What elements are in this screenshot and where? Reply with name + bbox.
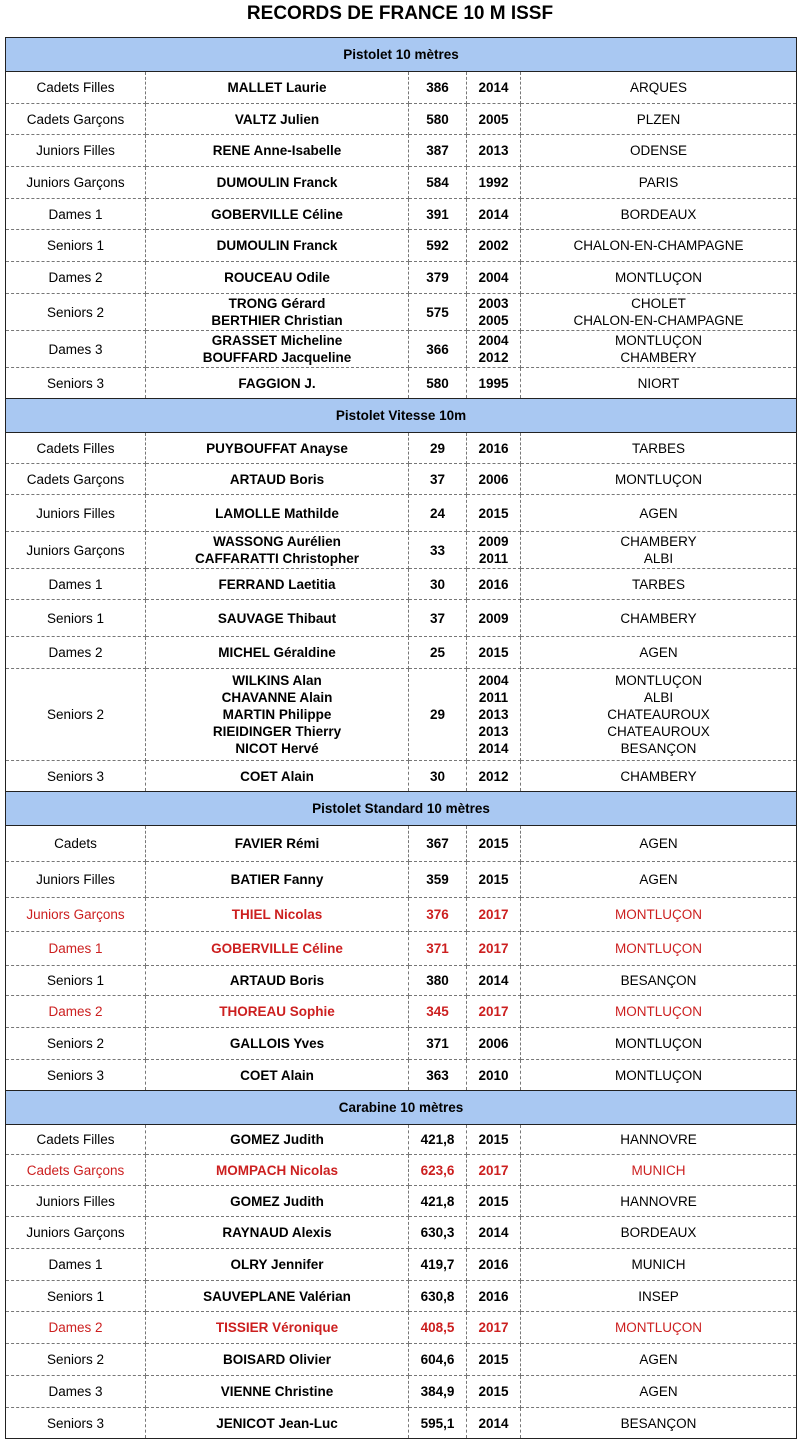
- record-row: [6, 569, 797, 600]
- record-row: [6, 199, 797, 230]
- athlete-name-cell: RENE Anne-Isabelle: [146, 135, 409, 167]
- location-cell: ODENSE: [521, 135, 797, 167]
- section-header: [6, 38, 797, 72]
- athlete-name-cell: COET Alain: [146, 761, 409, 792]
- athlete-name-cell: PUYBOUFFAT Anayse: [146, 433, 409, 464]
- year-cell: 2016: [467, 433, 521, 464]
- category-cell: Cadets Garçons: [6, 104, 146, 135]
- section-title: Pistolet Standard 10 mètres: [6, 792, 797, 826]
- score-cell: 584: [409, 167, 467, 199]
- score-cell: 371: [409, 932, 467, 966]
- athlete-name-cell: THOREAU Sophie: [146, 996, 409, 1028]
- category-cell: Juniors Garçons: [6, 167, 146, 199]
- location-cell: BORDEAUX: [521, 1217, 797, 1249]
- record-row: [6, 1312, 797, 1344]
- athlete-name-cell: GOBERVILLE Céline: [146, 932, 409, 966]
- location-cell: MONTLUÇON: [521, 898, 797, 932]
- year-cell: 2004: [467, 262, 521, 294]
- record-row: [6, 104, 797, 135]
- year-cell: 2017: [467, 996, 521, 1028]
- athlete-name-cell: ARTAUD Boris: [146, 966, 409, 996]
- location-cell: AGEN: [521, 637, 797, 669]
- score-cell: 30: [409, 569, 467, 600]
- year-cell: 1992: [467, 167, 521, 199]
- category-cell: Juniors Garçons: [6, 898, 146, 932]
- score-cell: 408,5: [409, 1312, 467, 1344]
- score-cell: 37: [409, 600, 467, 637]
- athlete-name-cell: MALLET Laurie: [146, 72, 409, 104]
- record-row: [6, 1408, 797, 1439]
- location-cell: BORDEAUX: [521, 199, 797, 230]
- location-cell: ARQUES: [521, 72, 797, 104]
- category-cell: Dames 2: [6, 637, 146, 669]
- record-row: [6, 1376, 797, 1408]
- location-cell: NIORT: [521, 368, 797, 399]
- location-cell: BESANÇON: [521, 1408, 797, 1439]
- year-cell: 2017: [467, 1155, 521, 1186]
- category-cell: Juniors Filles: [6, 1186, 146, 1217]
- record-row: [6, 167, 797, 199]
- athlete-name-cell: WASSONG Aurélien CAFFARATTI Christopher: [146, 532, 409, 569]
- athlete-name-cell: SAUVAGE Thibaut: [146, 600, 409, 637]
- year-cell: 2016: [467, 569, 521, 600]
- record-row: [6, 1060, 797, 1091]
- record-row: [6, 996, 797, 1028]
- category-cell: Juniors Garçons: [6, 1217, 146, 1249]
- location-cell: AGEN: [521, 862, 797, 898]
- year-cell: 2015: [467, 637, 521, 669]
- year-cell: 2017: [467, 932, 521, 966]
- score-cell: 30: [409, 761, 467, 792]
- category-cell: Cadets Filles: [6, 1125, 146, 1155]
- record-row: [6, 495, 797, 532]
- score-cell: 630,8: [409, 1281, 467, 1312]
- year-cell: 2014: [467, 1217, 521, 1249]
- record-row: [6, 294, 797, 331]
- score-cell: 380: [409, 966, 467, 996]
- category-cell: Dames 2: [6, 996, 146, 1028]
- score-cell: 371: [409, 1028, 467, 1060]
- record-row: [6, 368, 797, 399]
- category-cell: Juniors Filles: [6, 135, 146, 167]
- section-title: Pistolet 10 mètres: [6, 38, 797, 72]
- year-cell: 2017: [467, 898, 521, 932]
- athlete-name-cell: FAGGION J.: [146, 368, 409, 399]
- score-cell: 345: [409, 996, 467, 1028]
- year-cell: 2014: [467, 966, 521, 996]
- location-cell: BESANÇON: [521, 966, 797, 996]
- athlete-name-cell: TISSIER Véronique: [146, 1312, 409, 1344]
- athlete-name-cell: OLRY Jennifer: [146, 1249, 409, 1281]
- year-cell: 2010: [467, 1060, 521, 1091]
- category-cell: Seniors 1: [6, 966, 146, 996]
- location-cell: HANNOVRE: [521, 1125, 797, 1155]
- location-cell: CHAMBERY: [521, 761, 797, 792]
- athlete-name-cell: MICHEL Géraldine: [146, 637, 409, 669]
- category-cell: Dames 1: [6, 199, 146, 230]
- year-cell: 2004 2011 2013 2013 2014: [467, 669, 521, 761]
- record-row: [6, 433, 797, 464]
- record-row: [6, 331, 797, 368]
- category-cell: Seniors 2: [6, 1028, 146, 1060]
- year-cell: 2004 2012: [467, 331, 521, 368]
- athlete-name-cell: VIENNE Christine: [146, 1376, 409, 1408]
- year-cell: 2015: [467, 1125, 521, 1155]
- athlete-name-cell: MOMPACH Nicolas: [146, 1155, 409, 1186]
- section-title: Carabine 10 mètres: [6, 1091, 797, 1125]
- category-cell: Cadets Garçons: [6, 464, 146, 495]
- location-cell: CHALON-EN-CHAMPAGNE: [521, 230, 797, 262]
- record-row: [6, 1249, 797, 1281]
- category-cell: Dames 1: [6, 932, 146, 966]
- category-cell: Dames 2: [6, 262, 146, 294]
- athlete-name-cell: GOBERVILLE Céline: [146, 199, 409, 230]
- location-cell: MONTLUÇON: [521, 262, 797, 294]
- athlete-name-cell: VALTZ Julien: [146, 104, 409, 135]
- category-cell: Dames 1: [6, 1249, 146, 1281]
- score-cell: 384,9: [409, 1376, 467, 1408]
- year-cell: 2016: [467, 1249, 521, 1281]
- category-cell: Seniors 1: [6, 600, 146, 637]
- athlete-name-cell: BOISARD Olivier: [146, 1344, 409, 1376]
- year-cell: 2009: [467, 600, 521, 637]
- location-cell: AGEN: [521, 826, 797, 862]
- location-cell: CHAMBERY: [521, 600, 797, 637]
- location-cell: MONTLUÇON: [521, 464, 797, 495]
- record-row: [6, 761, 797, 792]
- category-cell: Seniors 1: [6, 1281, 146, 1312]
- year-cell: 2013: [467, 135, 521, 167]
- year-cell: 2015: [467, 495, 521, 532]
- location-cell: PARIS: [521, 167, 797, 199]
- location-cell: MONTLUÇON: [521, 932, 797, 966]
- section-title: Pistolet Vitesse 10m: [6, 399, 797, 433]
- athlete-name-cell: SAUVEPLANE Valérian: [146, 1281, 409, 1312]
- category-cell: Dames 2: [6, 1312, 146, 1344]
- record-row: [6, 1028, 797, 1060]
- record-row: [6, 637, 797, 669]
- score-cell: 24: [409, 495, 467, 532]
- location-cell: PLZEN: [521, 104, 797, 135]
- records-table: [5, 37, 797, 1439]
- category-cell: Dames 3: [6, 331, 146, 368]
- category-cell: Cadets Garçons: [6, 1155, 146, 1186]
- athlete-name-cell: FERRAND Laetitia: [146, 569, 409, 600]
- record-row: [6, 135, 797, 167]
- records-body: [6, 38, 797, 1439]
- section-header: [6, 1091, 797, 1125]
- record-row: [6, 1155, 797, 1186]
- location-cell: MONTLUÇON ALBI CHATEAUROUX CHATEAUROUX BESANÇON: [521, 669, 797, 761]
- category-cell: Juniors Filles: [6, 862, 146, 898]
- athlete-name-cell: TRONG Gérard BERTHIER Christian: [146, 294, 409, 331]
- record-row: [6, 1344, 797, 1376]
- score-cell: 421,8: [409, 1125, 467, 1155]
- athlete-name-cell: GALLOIS Yves: [146, 1028, 409, 1060]
- athlete-name-cell: WILKINS Alan CHAVANNE Alain MARTIN Philippe RIEIDINGER Thierry NICOT Hervé: [146, 669, 409, 761]
- score-cell: 623,6: [409, 1155, 467, 1186]
- year-cell: 1995: [467, 368, 521, 399]
- section-header: [6, 792, 797, 826]
- category-cell: Cadets Filles: [6, 72, 146, 104]
- athlete-name-cell: ARTAUD Boris: [146, 464, 409, 495]
- record-row: [6, 1217, 797, 1249]
- record-row: [6, 1186, 797, 1217]
- year-cell: 2015: [467, 1186, 521, 1217]
- record-row: [6, 862, 797, 898]
- record-row: [6, 230, 797, 262]
- location-cell: AGEN: [521, 1376, 797, 1408]
- score-cell: 367: [409, 826, 467, 862]
- year-cell: 2006: [467, 1028, 521, 1060]
- category-cell: Seniors 2: [6, 669, 146, 761]
- athlete-name-cell: GRASSET Micheline BOUFFARD Jacqueline: [146, 331, 409, 368]
- category-cell: Cadets Filles: [6, 433, 146, 464]
- year-cell: 2017: [467, 1312, 521, 1344]
- category-cell: Seniors 3: [6, 761, 146, 792]
- score-cell: 29: [409, 433, 467, 464]
- location-cell: AGEN: [521, 1344, 797, 1376]
- score-cell: 25: [409, 637, 467, 669]
- athlete-name-cell: LAMOLLE Mathilde: [146, 495, 409, 532]
- category-cell: Seniors 2: [6, 294, 146, 331]
- page-title: RECORDS DE FRANCE 10 M ISSF: [246, 3, 554, 24]
- score-cell: 419,7: [409, 1249, 467, 1281]
- category-cell: Juniors Garçons: [6, 532, 146, 569]
- year-cell: 2006: [467, 464, 521, 495]
- record-row: [6, 262, 797, 294]
- record-row: [6, 1125, 797, 1155]
- athlete-name-cell: COET Alain: [146, 1060, 409, 1091]
- record-row: [6, 966, 797, 996]
- score-cell: 630,3: [409, 1217, 467, 1249]
- location-cell: CHAMBERY ALBI: [521, 532, 797, 569]
- record-row: [6, 532, 797, 569]
- category-cell: Seniors 3: [6, 1408, 146, 1439]
- score-cell: 359: [409, 862, 467, 898]
- year-cell: 2015: [467, 1376, 521, 1408]
- year-cell: 2005: [467, 104, 521, 135]
- year-cell: 2014: [467, 1408, 521, 1439]
- score-cell: 376: [409, 898, 467, 932]
- record-row: [6, 600, 797, 637]
- category-cell: Seniors 3: [6, 1060, 146, 1091]
- athlete-name-cell: ROUCEAU Odile: [146, 262, 409, 294]
- section-header: [6, 399, 797, 433]
- location-cell: MUNICH: [521, 1155, 797, 1186]
- category-cell: Cadets: [6, 826, 146, 862]
- year-cell: 2009 2011: [467, 532, 521, 569]
- year-cell: 2002: [467, 230, 521, 262]
- score-cell: 29: [409, 669, 467, 761]
- record-row: [6, 932, 797, 966]
- location-cell: MONTLUÇON: [521, 1312, 797, 1344]
- record-row: [6, 669, 797, 761]
- location-cell: HANNOVRE: [521, 1186, 797, 1217]
- athlete-name-cell: THIEL Nicolas: [146, 898, 409, 932]
- score-cell: 391: [409, 199, 467, 230]
- score-cell: 366: [409, 331, 467, 368]
- score-cell: 580: [409, 368, 467, 399]
- score-cell: 387: [409, 135, 467, 167]
- category-cell: Seniors 3: [6, 368, 146, 399]
- record-row: [6, 898, 797, 932]
- location-cell: MONTLUÇON CHAMBERY: [521, 331, 797, 368]
- record-row: [6, 826, 797, 862]
- athlete-name-cell: JENICOT Jean-Luc: [146, 1408, 409, 1439]
- year-cell: 2015: [467, 862, 521, 898]
- category-cell: Dames 1: [6, 569, 146, 600]
- record-row: [6, 72, 797, 104]
- category-cell: Seniors 1: [6, 230, 146, 262]
- athlete-name-cell: FAVIER Rémi: [146, 826, 409, 862]
- year-cell: 2014: [467, 199, 521, 230]
- score-cell: 604,6: [409, 1344, 467, 1376]
- athlete-name-cell: DUMOULIN Franck: [146, 167, 409, 199]
- score-cell: 37: [409, 464, 467, 495]
- location-cell: MONTLUÇON: [521, 996, 797, 1028]
- score-cell: 33: [409, 532, 467, 569]
- year-cell: 2016: [467, 1281, 521, 1312]
- year-cell: 2003 2005: [467, 294, 521, 331]
- score-cell: 592: [409, 230, 467, 262]
- athlete-name-cell: RAYNAUD Alexis: [146, 1217, 409, 1249]
- score-cell: 575: [409, 294, 467, 331]
- location-cell: INSEP: [521, 1281, 797, 1312]
- location-cell: CHOLET CHALON-EN-CHAMPAGNE: [521, 294, 797, 331]
- score-cell: 421,8: [409, 1186, 467, 1217]
- category-cell: Dames 3: [6, 1376, 146, 1408]
- location-cell: MONTLUÇON: [521, 1060, 797, 1091]
- athlete-name-cell: BATIER Fanny: [146, 862, 409, 898]
- location-cell: AGEN: [521, 495, 797, 532]
- score-cell: 386: [409, 72, 467, 104]
- year-cell: 2012: [467, 761, 521, 792]
- location-cell: TARBES: [521, 569, 797, 600]
- score-cell: 379: [409, 262, 467, 294]
- category-cell: Seniors 2: [6, 1344, 146, 1376]
- score-cell: 363: [409, 1060, 467, 1091]
- year-cell: 2015: [467, 826, 521, 862]
- location-cell: MUNICH: [521, 1249, 797, 1281]
- year-cell: 2014: [467, 72, 521, 104]
- score-cell: 580: [409, 104, 467, 135]
- athlete-name-cell: DUMOULIN Franck: [146, 230, 409, 262]
- record-row: [6, 1281, 797, 1312]
- athlete-name-cell: GOMEZ Judith: [146, 1125, 409, 1155]
- location-cell: MONTLUÇON: [521, 1028, 797, 1060]
- location-cell: TARBES: [521, 433, 797, 464]
- category-cell: Juniors Filles: [6, 495, 146, 532]
- score-cell: 595,1: [409, 1408, 467, 1439]
- record-row: [6, 464, 797, 495]
- year-cell: 2015: [467, 1344, 521, 1376]
- athlete-name-cell: GOMEZ Judith: [146, 1186, 409, 1217]
